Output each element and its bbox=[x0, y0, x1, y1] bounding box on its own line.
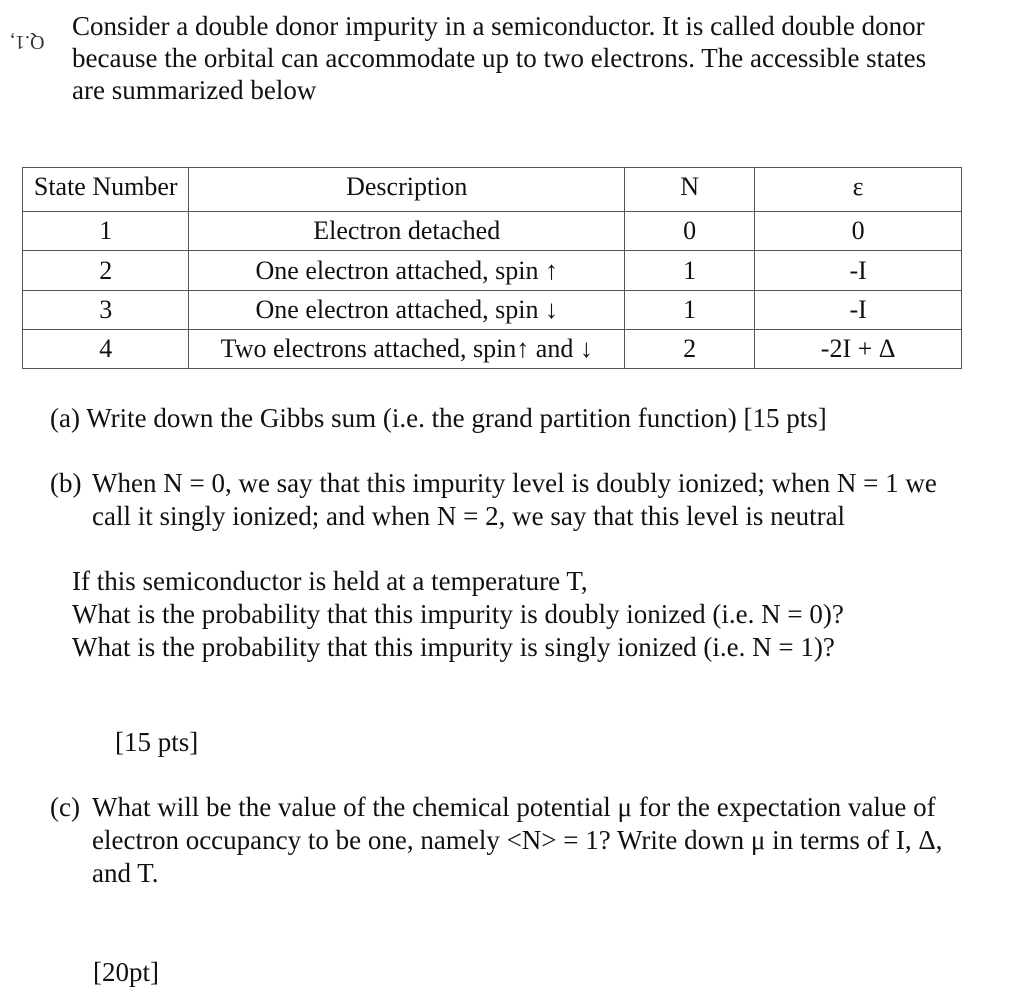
table-row bbox=[23, 212, 962, 251]
subquestion-line: What is the probability that this impurity is doubly ionized (i.e. N = 0)? bbox=[72, 599, 844, 629]
question-b bbox=[50, 467, 980, 533]
cell-state: 3 bbox=[23, 290, 189, 329]
question-c-points: [20pt] bbox=[93, 957, 159, 987]
header-state-number: State Number bbox=[23, 168, 189, 212]
header-description: Description bbox=[189, 168, 625, 212]
subquestion-line: If this semiconductor is held at a temperature T, bbox=[72, 566, 588, 596]
cell-n: 1 bbox=[625, 251, 755, 290]
cell-epsilon: -I bbox=[755, 290, 962, 329]
question-text: When N = 0, we say that this impurity level is doubly ionized; when N = 1 we bbox=[92, 468, 937, 498]
cell-n: 1 bbox=[625, 290, 755, 329]
question-text: Write down the Gibbs sum (i.e. the grand partition function) [15 pts] bbox=[86, 403, 827, 433]
cell-state: 4 bbox=[23, 329, 189, 368]
intro-line: are summarized below bbox=[72, 75, 317, 105]
cell-n: 0 bbox=[625, 212, 755, 251]
question-a bbox=[50, 402, 827, 435]
cell-epsilon: -2I + Δ bbox=[755, 329, 962, 368]
question-text: electron occupancy to be one, namely <N> = 1? Write down μ in terms of I, Δ, bbox=[92, 825, 943, 855]
question-c bbox=[50, 791, 990, 890]
table-header-row bbox=[23, 168, 962, 212]
cell-n: 2 bbox=[625, 329, 755, 368]
cell-description: One electron attached, spin ↑ bbox=[189, 251, 625, 290]
table-row bbox=[23, 329, 962, 368]
question-text: What will be the value of the chemical potential μ for the expectation value of bbox=[92, 792, 936, 822]
question-label: (a) bbox=[50, 403, 80, 433]
intro-line: because the orbital can accommodate up to two electrons. The accessible states bbox=[72, 43, 927, 73]
cell-epsilon: 0 bbox=[755, 212, 962, 251]
subquestion-line: What is the probability that this impurity is singly ionized (i.e. N = 1)? bbox=[72, 632, 835, 662]
question-b-points: [15 pts] bbox=[115, 727, 199, 757]
question-label: (c) bbox=[50, 792, 80, 822]
cell-epsilon: -I bbox=[755, 251, 962, 290]
question-b-subquestions bbox=[72, 565, 844, 664]
header-n: N bbox=[625, 168, 755, 212]
cell-description: One electron attached, spin ↓ bbox=[189, 290, 625, 329]
table-row bbox=[23, 251, 962, 290]
table-row bbox=[23, 290, 962, 329]
question-label: (b) bbox=[50, 468, 82, 498]
cell-state: 1 bbox=[23, 212, 189, 251]
cell-state: 2 bbox=[23, 251, 189, 290]
question-text: and T. bbox=[92, 858, 159, 888]
states-table bbox=[22, 167, 962, 369]
cell-description: Electron detached bbox=[189, 212, 625, 251]
question-text: call it singly ionized; and when N = 2, we say that this level is neutral bbox=[92, 501, 846, 531]
margin-annotation: Q.1, bbox=[10, 31, 45, 53]
cell-description: Two electrons attached, spin↑ and ↓ bbox=[189, 329, 625, 368]
intro-line: Consider a double donor impurity in a semiconductor. It is called double donor bbox=[72, 11, 925, 41]
header-epsilon: ε bbox=[755, 168, 962, 212]
problem-intro bbox=[72, 10, 992, 106]
